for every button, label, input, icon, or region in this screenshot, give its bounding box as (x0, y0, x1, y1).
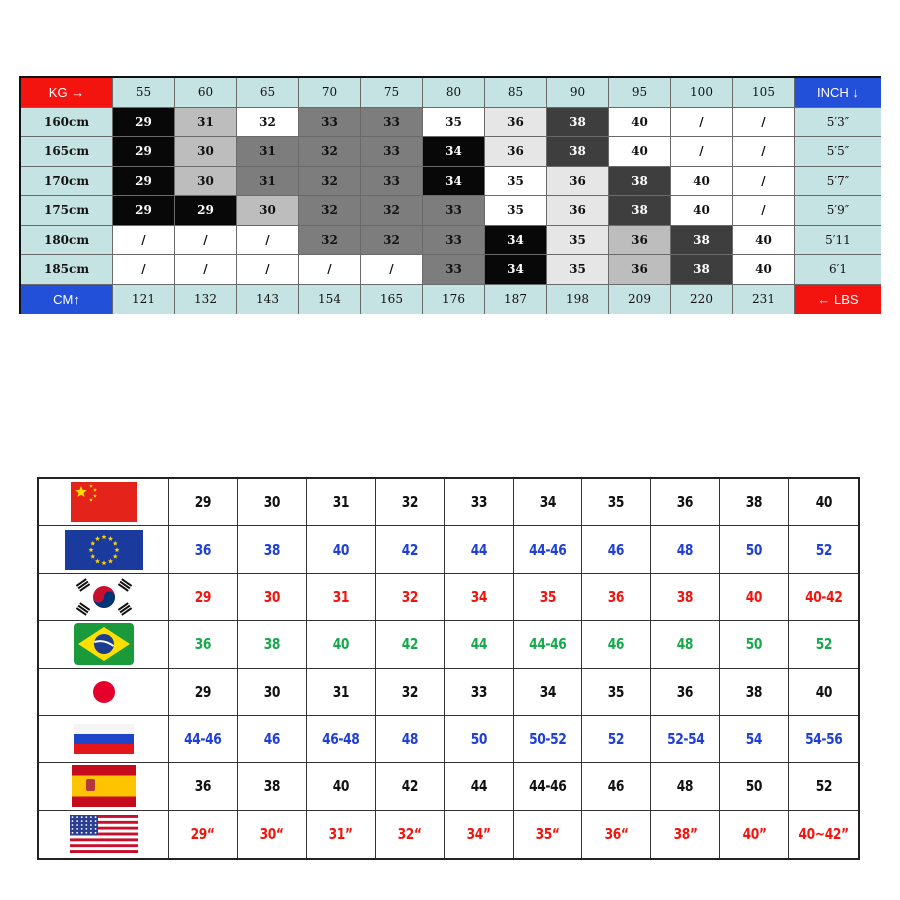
size-cell: / (175, 226, 237, 256)
size-value-cell (307, 574, 376, 621)
size-value-cell (789, 669, 858, 716)
size-value-cell (514, 479, 583, 526)
size-value-cell (169, 811, 238, 858)
size-value: 54-56 (804, 730, 843, 749)
size-cell: 32 (361, 226, 423, 256)
size-cell: 38 (609, 196, 671, 226)
size-cell: 33 (423, 196, 485, 226)
size-cell: 32 (361, 196, 423, 226)
size-value: 50-52 (528, 730, 567, 749)
flag-cell (39, 811, 169, 858)
size-value: 31 (332, 682, 349, 701)
height-inch: 5′3″ (795, 108, 881, 138)
size-value: 29 (194, 682, 212, 701)
spain-flag-icon (72, 765, 136, 807)
flag-cell (39, 574, 169, 621)
size-value: 32 (401, 493, 418, 512)
size-value-cell (169, 763, 238, 810)
size-cell: 34 (423, 137, 485, 167)
size-value: 40 (332, 777, 349, 796)
size-value-cell (582, 621, 651, 668)
size-value: 30 (263, 682, 280, 701)
size-value: 44-46 (528, 540, 567, 559)
size-value: 38 (677, 587, 694, 606)
size-value-cell (514, 669, 583, 716)
kg-value: 60 (175, 78, 237, 108)
kg-value: 80 (423, 78, 485, 108)
size-cell: 36 (485, 108, 547, 138)
size-cell: 30 (175, 167, 237, 197)
size-cell: 38 (671, 226, 733, 256)
size-value: 40” (742, 825, 767, 844)
size-cell: 38 (547, 108, 609, 138)
size-value: 30 (263, 493, 280, 512)
size-cell: 40 (733, 226, 795, 256)
size-cell: 40 (733, 255, 795, 285)
size-value: 36 (194, 777, 212, 796)
size-cell: 31 (237, 137, 299, 167)
size-value-cell (169, 479, 238, 526)
size-value-cell (445, 621, 514, 668)
size-value-cell (789, 811, 858, 858)
size-value: 29“ (190, 825, 215, 844)
lbs-value: 176 (423, 285, 485, 315)
lbs-footer-label: ← LBS (795, 285, 881, 315)
size-value-cell (514, 574, 583, 621)
kg-value: 75 (361, 78, 423, 108)
size-value-cell (307, 526, 376, 573)
size-value-cell (582, 811, 651, 858)
size-value-cell (651, 479, 720, 526)
size-value: 44-46 (184, 730, 222, 749)
size-value: 32 (401, 682, 418, 701)
size-value-cell (789, 763, 858, 810)
size-cell: 34 (485, 226, 547, 256)
flag-cell (39, 669, 169, 716)
size-value: 31 (332, 587, 349, 606)
lbs-value: 143 (237, 285, 299, 315)
eu-flag-icon (65, 530, 143, 570)
size-cell: 35 (547, 255, 609, 285)
size-value-cell (789, 574, 858, 621)
size-cell: / (733, 137, 795, 167)
size-cell: 33 (299, 108, 361, 138)
size-value-cell (445, 669, 514, 716)
size-value-cell (651, 811, 720, 858)
size-value: 35 (539, 587, 556, 606)
size-cell: 36 (609, 255, 671, 285)
size-cell: / (671, 108, 733, 138)
size-cell: / (113, 226, 175, 256)
size-value: 32“ (397, 825, 422, 844)
size-cell: 32 (299, 226, 361, 256)
kg-value: 90 (547, 78, 609, 108)
size-value-cell (582, 574, 651, 621)
size-value-cell (514, 763, 583, 810)
size-cell: 38 (609, 167, 671, 197)
size-value-cell (514, 811, 583, 858)
size-value: 50 (745, 540, 763, 559)
size-value: 46 (263, 730, 280, 749)
size-cell: / (237, 226, 299, 256)
size-value-cell (238, 669, 307, 716)
size-value: 50 (470, 730, 487, 749)
size-value-cell (169, 526, 238, 573)
height-cm: 160cm (21, 108, 113, 138)
lbs-value: 121 (113, 285, 175, 315)
size-value-cell (376, 621, 445, 668)
kg-value: 95 (609, 78, 671, 108)
size-value: 34” (466, 825, 491, 844)
size-value: 35 (608, 682, 625, 701)
usa-flag-icon (70, 815, 138, 853)
size-cell: 40 (609, 108, 671, 138)
height-cm: 170cm (21, 167, 113, 197)
size-cell: 32 (299, 196, 361, 226)
size-cell: / (733, 108, 795, 138)
lbs-value: 165 (361, 285, 423, 315)
size-cell: 35 (485, 196, 547, 226)
size-value-cell (169, 669, 238, 716)
lbs-value: 154 (299, 285, 361, 315)
size-cell: 31 (175, 108, 237, 138)
size-value-cell (445, 716, 514, 763)
size-cell: 29 (113, 137, 175, 167)
height-inch: 6′1 (795, 255, 881, 285)
size-cell: / (733, 196, 795, 226)
size-cell: 33 (361, 137, 423, 167)
size-cell: 33 (423, 226, 485, 256)
size-value-cell (582, 763, 651, 810)
size-value: 36 (608, 587, 625, 606)
size-value-cell (582, 669, 651, 716)
size-value: 46 (608, 540, 625, 559)
size-value-cell (307, 811, 376, 858)
size-value-cell (514, 716, 583, 763)
lbs-value: 231 (733, 285, 795, 315)
size-value: 32 (401, 587, 418, 606)
kg-value: 100 (671, 78, 733, 108)
size-value: 44-46 (528, 635, 567, 654)
kg-value: 55 (113, 78, 175, 108)
size-value-cell (720, 621, 789, 668)
size-value-cell (376, 763, 445, 810)
flag-cell (39, 763, 169, 810)
lbs-value: 132 (175, 285, 237, 315)
size-cell: 35 (547, 226, 609, 256)
size-cell: 29 (113, 196, 175, 226)
size-value: 48 (401, 730, 418, 749)
flag-cell (39, 479, 169, 526)
size-value: 52 (815, 777, 832, 796)
size-cell: / (113, 255, 175, 285)
size-value: 29 (194, 493, 212, 512)
size-value-cell (169, 574, 238, 621)
flag-cell (39, 621, 169, 668)
size-value: 52 (608, 730, 625, 749)
size-value: 48 (677, 540, 694, 559)
size-value: 30“ (259, 825, 284, 844)
size-value-cell (789, 621, 858, 668)
size-value: 38 (745, 493, 763, 512)
size-value: 36 (677, 493, 694, 512)
size-value-cell (720, 763, 789, 810)
size-value-cell (720, 479, 789, 526)
size-cell: 38 (547, 137, 609, 167)
size-cell: / (237, 255, 299, 285)
size-value-cell (376, 574, 445, 621)
size-value-cell (238, 479, 307, 526)
lbs-value: 187 (485, 285, 547, 315)
size-value: 40 (815, 682, 832, 701)
size-value-cell (651, 669, 720, 716)
height-cm: 180cm (21, 226, 113, 256)
size-value: 33 (470, 682, 487, 701)
flag-cell (39, 526, 169, 573)
size-value-cell (307, 669, 376, 716)
size-cell: 35 (485, 167, 547, 197)
japan-flag-icon (79, 674, 129, 710)
size-cell: 40 (671, 196, 733, 226)
size-value-cell (445, 811, 514, 858)
size-cell: 36 (547, 167, 609, 197)
size-value: 42 (401, 540, 418, 559)
size-value-cell (169, 621, 238, 668)
size-cell: 31 (237, 167, 299, 197)
size-value-cell (376, 526, 445, 573)
size-cell: 40 (609, 137, 671, 167)
lbs-value: 209 (609, 285, 671, 315)
size-value: 35“ (535, 825, 560, 844)
size-cell: 29 (113, 167, 175, 197)
size-value-cell (651, 574, 720, 621)
size-value: 29 (194, 587, 212, 606)
size-cell: 35 (423, 108, 485, 138)
kg-header-label: KG → (21, 78, 113, 108)
size-value: 36 (194, 540, 212, 559)
height-inch: 5′11 (795, 226, 881, 256)
size-cell: / (175, 255, 237, 285)
size-value-cell (651, 716, 720, 763)
lbs-value: 220 (671, 285, 733, 315)
size-cell: 30 (237, 196, 299, 226)
size-value-cell (169, 716, 238, 763)
size-value-cell (445, 479, 514, 526)
size-value-cell (376, 811, 445, 858)
size-value: 44 (470, 540, 487, 559)
korea-flag-icon (73, 576, 135, 618)
size-value-cell (789, 526, 858, 573)
size-value: 44 (470, 635, 487, 654)
size-value: 40 (745, 587, 763, 606)
size-cell: 29 (113, 108, 175, 138)
size-cell: 34 (423, 167, 485, 197)
size-value: 42 (401, 635, 418, 654)
size-value-cell (514, 621, 583, 668)
cm-footer-label: CM↑ (21, 285, 113, 315)
size-cell: / (299, 255, 361, 285)
height-cm: 185cm (21, 255, 113, 285)
size-cell: 36 (485, 137, 547, 167)
size-value-cell (445, 574, 514, 621)
size-value: 40 (815, 493, 832, 512)
size-value: 44-46 (528, 777, 567, 796)
size-cell: 32 (237, 108, 299, 138)
size-value: 34 (470, 587, 487, 606)
height-cm: 175cm (21, 196, 113, 226)
size-value-cell (720, 574, 789, 621)
size-cell: 38 (671, 255, 733, 285)
size-cell: 36 (609, 226, 671, 256)
size-value: 48 (677, 777, 694, 796)
inch-header-label: INCH ↓ (795, 78, 881, 108)
size-cell: 33 (423, 255, 485, 285)
size-cell: / (361, 255, 423, 285)
size-value-cell (307, 479, 376, 526)
size-value: 46 (608, 777, 625, 796)
flag-cell (39, 716, 169, 763)
kg-value: 105 (733, 78, 795, 108)
size-value: 31” (328, 825, 353, 844)
size-value: 30 (263, 587, 280, 606)
size-chart-table (19, 76, 881, 314)
size-value-cell (789, 479, 858, 526)
size-value-cell (582, 479, 651, 526)
size-value-cell (651, 763, 720, 810)
size-value: 38 (263, 635, 280, 654)
size-value: 38 (745, 682, 763, 701)
size-value: 34 (539, 682, 556, 701)
size-cell: / (671, 137, 733, 167)
size-value-cell (307, 621, 376, 668)
size-cell: 32 (299, 137, 361, 167)
size-cell: 32 (299, 167, 361, 197)
size-value: 35 (608, 493, 625, 512)
height-cm: 165cm (21, 137, 113, 167)
height-inch: 5′9″ (795, 196, 881, 226)
brazil-flag-icon (74, 623, 134, 665)
size-cell: 36 (547, 196, 609, 226)
size-cell: 29 (175, 196, 237, 226)
size-value-cell (789, 716, 858, 763)
international-size-table (37, 477, 860, 860)
size-value-cell (514, 526, 583, 573)
size-value: 44 (470, 777, 487, 796)
size-cell: 33 (361, 108, 423, 138)
size-value: 31 (332, 493, 349, 512)
size-value-cell (307, 763, 376, 810)
size-value: 40 (332, 540, 349, 559)
size-value: 54 (745, 730, 763, 749)
size-value-cell (238, 763, 307, 810)
size-value-cell (376, 716, 445, 763)
lbs-value: 198 (547, 285, 609, 315)
size-value: 52 (815, 635, 832, 654)
size-value-cell (307, 716, 376, 763)
size-cell: 34 (485, 255, 547, 285)
size-value: 48 (677, 635, 694, 654)
size-value-cell (720, 669, 789, 716)
size-value-cell (238, 621, 307, 668)
size-value-cell (376, 669, 445, 716)
size-value: 46-48 (322, 730, 360, 749)
size-value: 40 (332, 635, 349, 654)
china-flag-icon (71, 482, 137, 522)
height-inch: 5′7″ (795, 167, 881, 197)
size-value-cell (238, 716, 307, 763)
size-value: 38” (673, 825, 698, 844)
size-value-cell (720, 526, 789, 573)
size-cell: / (733, 167, 795, 197)
size-value: 52 (815, 540, 832, 559)
size-value: 50 (745, 777, 763, 796)
size-value-cell (582, 716, 651, 763)
size-value: 42 (401, 777, 418, 796)
size-value-cell (651, 621, 720, 668)
size-value-cell (582, 526, 651, 573)
size-value: 38 (263, 777, 280, 796)
size-value: 36“ (604, 825, 629, 844)
size-value: 40~42” (798, 825, 849, 844)
size-value: 50 (745, 635, 763, 654)
size-value-cell (445, 526, 514, 573)
size-value-cell (445, 763, 514, 810)
size-value-cell (238, 811, 307, 858)
size-value-cell (720, 811, 789, 858)
size-value: 36 (194, 635, 212, 654)
size-value: 52-54 (666, 730, 704, 749)
russia-flag-icon (74, 724, 134, 754)
size-cell: 40 (671, 167, 733, 197)
height-inch: 5′5″ (795, 137, 881, 167)
size-value-cell (238, 574, 307, 621)
size-value: 38 (263, 540, 280, 559)
size-value: 34 (539, 493, 556, 512)
size-value-cell (651, 526, 720, 573)
size-cell: 33 (361, 167, 423, 197)
size-value-cell (720, 716, 789, 763)
size-value: 36 (677, 682, 694, 701)
size-value: 46 (608, 635, 625, 654)
size-value-cell (376, 479, 445, 526)
size-value: 33 (470, 493, 487, 512)
kg-value: 85 (485, 78, 547, 108)
size-value: 40-42 (804, 587, 843, 606)
kg-value: 70 (299, 78, 361, 108)
kg-value: 65 (237, 78, 299, 108)
size-value-cell (238, 526, 307, 573)
size-cell: 30 (175, 137, 237, 167)
